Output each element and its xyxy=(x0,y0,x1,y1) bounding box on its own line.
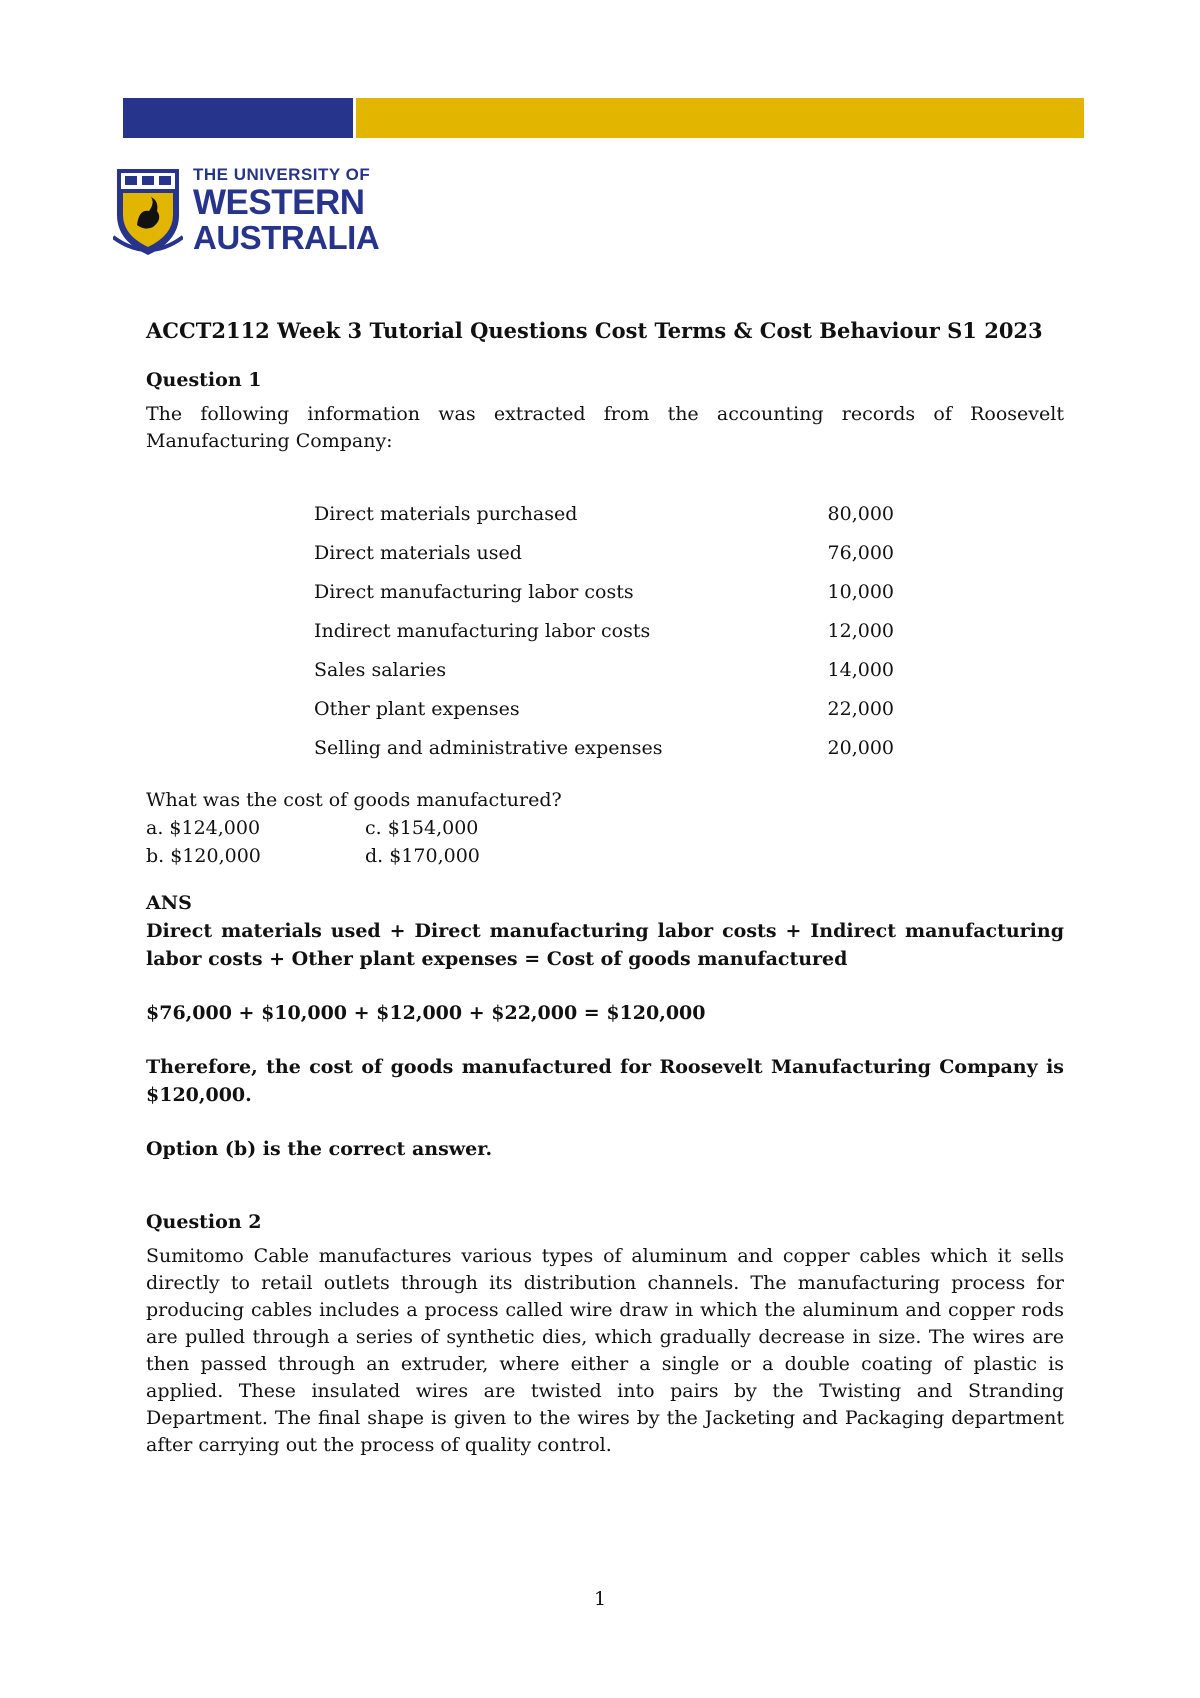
header-band-gold xyxy=(356,98,1084,138)
document-body xyxy=(146,300,1064,1459)
header-band-blue xyxy=(123,98,353,138)
question-1-heading: Question 1 xyxy=(146,369,262,391)
answer-options xyxy=(146,814,1064,870)
answer-heading: ANS xyxy=(146,892,192,914)
row-value: 10,000 xyxy=(827,580,894,603)
row-value: 76,000 xyxy=(827,541,894,564)
table-row xyxy=(314,572,894,611)
table-row xyxy=(314,494,894,533)
crest-icon xyxy=(113,163,183,258)
row-label: Indirect manufacturing labor costs xyxy=(314,619,651,642)
logo-line-1: THE UNIVERSITY OF xyxy=(193,165,371,184)
option-d: d. $170,000 xyxy=(365,845,480,867)
answer-option: Option (b) is the correct answer. xyxy=(146,1138,493,1160)
table-row xyxy=(314,689,894,728)
row-label: Direct manufacturing labor costs xyxy=(314,580,634,603)
document-title: ACCT2112 Week 3 Tutorial Questions Cost Terms & Cost Behaviour S1 2023 xyxy=(146,318,1043,343)
logo-line-2: WESTERN xyxy=(193,183,365,222)
university-logo xyxy=(113,163,380,258)
answer-conclusion: Therefore, the cost of goods manufactured for Roosevelt Manufacturing Company is $120,000. xyxy=(146,1056,1064,1106)
row-label: Sales salaries xyxy=(314,658,447,681)
table-row xyxy=(314,611,894,650)
question-2-text: Sumitomo Cable manufactures various types of aluminum and copper cables which it sells directly to retail outlets through its distribution channels. The manufacturing process for producing cables includes a process called wire draw in which the aluminum and copper rods are pulled through a series of synthetic dies, which gradually decrease in size. The wires are then passed through an extruder, where either a single or a double coating of plastic is applied. These insulated wires are twisted into pairs by the Twisting and Stranding Department. The final shape is given to the wires by the Jacketing and Packaging department after carrying out the process of quality control. xyxy=(146,1245,1064,1456)
question-2-heading: Question 2 xyxy=(146,1211,262,1233)
option-a: a. $124,000 xyxy=(146,817,261,839)
answer-formula: Direct materials used + Direct manufacturing labor costs + Indirect manufacturing labor costs + Other plant expenses = Cost of goods manufactured xyxy=(146,920,1064,970)
cost-table xyxy=(314,494,894,767)
row-label: Direct materials purchased xyxy=(314,502,578,525)
row-value: 12,000 xyxy=(827,619,894,642)
question-1-prompt: What was the cost of goods manufactured? xyxy=(146,789,562,811)
option-b: b. $120,000 xyxy=(146,845,261,867)
table-row xyxy=(314,650,894,689)
page-number: 1 xyxy=(593,1588,607,1610)
row-label: Direct materials used xyxy=(314,541,522,564)
answer-calculation: $76,000 + $10,000 + $12,000 + $22,000 = $120,000 xyxy=(146,1002,706,1024)
logo-line-3: AUSTRALIA xyxy=(193,219,380,256)
row-label: Other plant expenses xyxy=(314,697,520,720)
row-value: 22,000 xyxy=(827,697,894,720)
table-row xyxy=(314,533,894,572)
row-value: 80,000 xyxy=(827,502,894,525)
question-1-intro: The following information was extracted from the accounting records of Roosevelt Manufacturing Company: xyxy=(146,403,1064,452)
row-value: 20,000 xyxy=(827,736,894,759)
row-label: Selling and administrative expenses xyxy=(314,736,663,759)
option-c: c. $154,000 xyxy=(365,817,479,839)
row-value: 14,000 xyxy=(827,658,894,681)
table-row xyxy=(314,728,894,767)
